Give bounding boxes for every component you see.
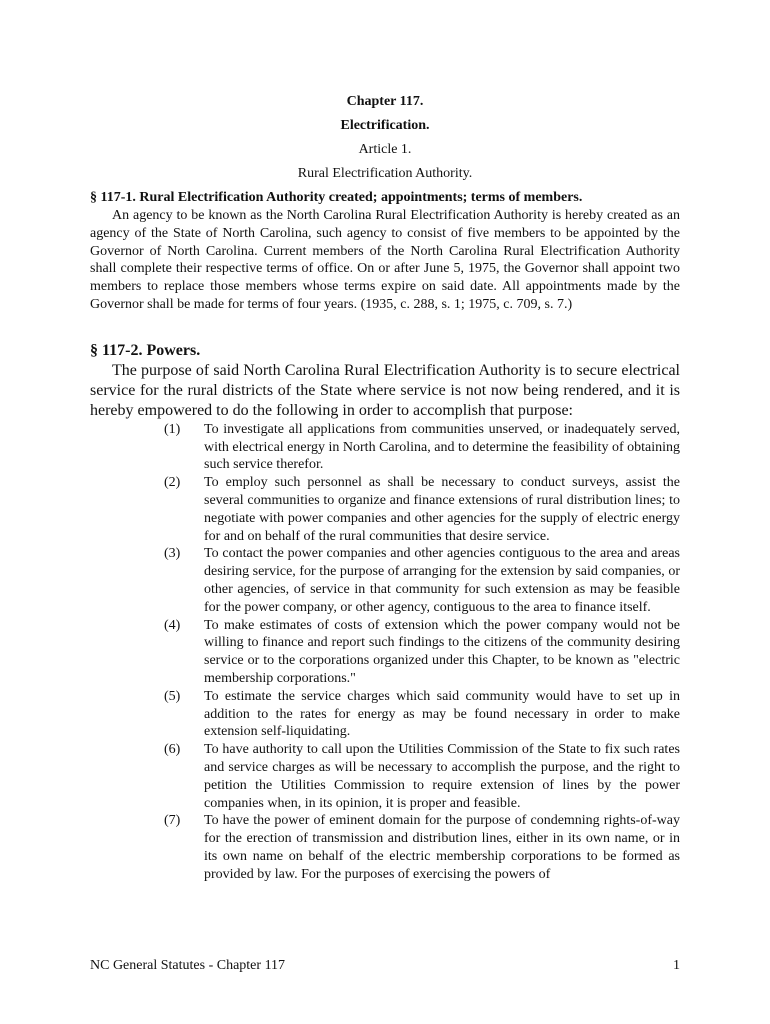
powers-list [90,421,680,884]
footer-title: NC General Statutes - Chapter 117 [90,958,286,973]
article-number: Article 1. [358,142,412,157]
section-body: The purpose of said North Carolina Rural Electrification Authority is to secure electrical service for the rural districts of the State where service is not now being rendered, and it is hereby empowered to do the following in order to accomplish that purpose: [90,361,680,419]
section-body: An agency to be known as the North Carolina Rural Electrification Authority is hereby created as an agency of the State of North Carolina, such agency to consist of five members to be appointed by the Governor of North Carolina. Current members of the North Carolina Rural Electrification Authority shall complete their respective terms of office. On or after June 5, 1975, the Governor shall appoint two members to replace those members whose terms expire on said date. All appointments made by the Governor shall be made for terms of four years. (1935, c. 288, s. 1; 1975, c. 709, s. 7.) [90,208,680,312]
list-item [90,545,680,616]
list-item [90,741,680,812]
item-number: (3) [164,546,181,562]
article-title: Rural Electrification Authority. [297,166,473,181]
item-number: (5) [164,688,181,704]
page-number: 1 [673,958,680,973]
item-text: To estimate the service charges which said community would have to set up in addition to the rates for energy as may be found necessary in order to make extension self-liquidating. [204,688,680,740]
list-item [90,421,680,474]
item-number: (7) [164,813,181,829]
section-heading: § 117-1. Rural Electrification Authority created; appointments; terms of members. [90,190,583,205]
chapter-number: Chapter 117. [346,94,424,109]
list-item [90,688,680,741]
list-item [90,812,680,883]
item-number: (4) [164,617,181,633]
section-117-2 [90,340,680,884]
item-text: To employ such personnel as shall be necessary to conduct surveys, assist the several communities to organize and finance extensions of rural distribution lines; to negotiate with power companies and other agencies for the supply of electric energy for and on behalf of the rural communities that desire service. [204,475,680,544]
item-text: To contact the power companies and other agencies contiguous to the area and areas desiring service, for the purpose of arranging for the extension by said companies, or other agencies, of service in that community for such extension as may be feasible for the power company, or other agency, contiguous to the area to finance itself. [204,546,680,615]
section-heading: § 117-2. Powers. [90,341,201,359]
section-117-1 [90,188,680,314]
item-text: To have authority to call upon the Utilities Commission of the State to fix such rates and service charges as will be necessary to accomplish the purpose, and the right to petition the Utilities Commission to require extension of lines by the power companies when, in its opinion, it is proper and feasible. [204,742,680,811]
item-number: (6) [164,742,181,758]
chapter-title: Electrification. [340,118,430,133]
item-number: (1) [164,421,181,437]
list-item [90,617,680,688]
chapter-header [90,90,680,884]
item-text: To make estimates of costs of extension which the power company would not be willing to finance and report such findings to the citizens of the community desiring service or to the corporations organized under this Chapter, to be known as "electric membership corporations." [204,617,680,686]
list-item [90,474,680,545]
item-text: To have the power of eminent domain for the purpose of condemning rights-of-way for the erection of transmission and distribution lines, either in its own name, or in its own name on behalf of the electric membership corporations to be formed as provided by law. For the purposes of exercising the powers of [204,813,680,882]
item-number: (2) [164,475,181,491]
item-text: To investigate all applications from communities unserved, or inadequately served, with electrical energy in North Carolina, and to determine the feasibility of obtaining such service therefor. [204,421,680,473]
page-footer [90,958,680,974]
